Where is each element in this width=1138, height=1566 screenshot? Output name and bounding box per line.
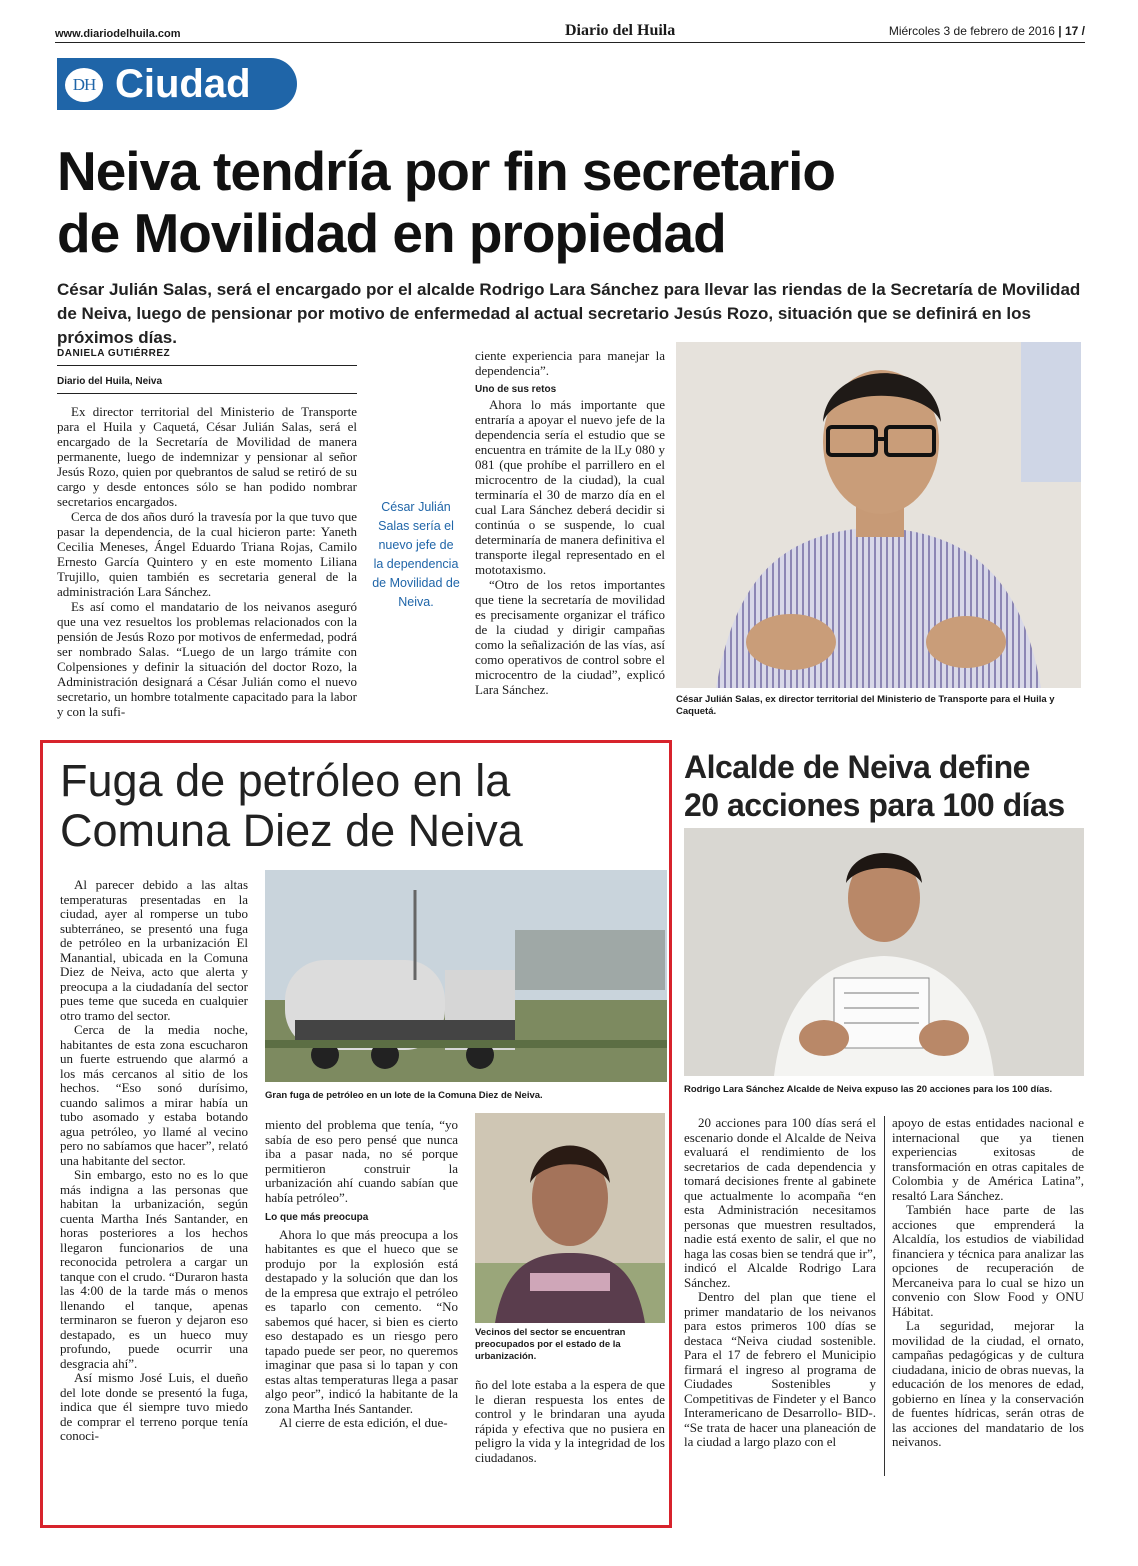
- alcalde-photo: [684, 828, 1084, 1076]
- fuga-headline: Fuga de petróleo en la Comuna Diez de Neiva: [60, 755, 523, 856]
- fuga-col-2: [265, 1118, 458, 1431]
- subheading: Lo que más preocupa: [265, 1212, 369, 1223]
- paragraph: Al parecer debido a las altas temperaturas presentadas en la ciudad, ayer al romperse un tubo subterráneo, se presentó una fuga de petróleo en la urbanización El Manantial, ubicada en la Comuna Diez de Neiva, acto que alerta y preocupa a la ciudadanía del sector pues teme que suceda en cualquier otro tramo del sector.: [60, 877, 248, 1023]
- paragraph: Ahora lo más importante que entraría a apoyar el nuevo jefe de la dependencia sería el estudio que se encuentra en trámite de la lLy 080 y 081 (que prohíbe el parrillero en el microcentro de la ciudad), la cual terminaría el 30 de marzo día en el cual Lara Sánchez deberá decidir si continúa o se suspende, lo cual determinaría de manera definitiva el transporte ilegal representado en el mototaxismo.: [475, 397, 665, 577]
- paragraph: apoyo de estas entidades nacional e internacional que ya tienen experiencias exitosas de transformación en otras capitales de Colombia y de América Latina”, resaltó Lara Sánchez.: [892, 1115, 1084, 1203]
- source-line: Diario del Huila, Neiva: [57, 376, 163, 387]
- salas-photo: [676, 342, 1081, 688]
- section-badge: [57, 58, 297, 110]
- main-col-2: [475, 348, 665, 697]
- pull-quote: César Julián Salas sería el nuevo jefe de la dependencia de Movilidad de Neiva.: [372, 500, 460, 609]
- paragraph: 20 acciones para 100 días será el escenario donde el Alcalde de Neiva evaluará el rendimiento de los secretarios de cada dependencia y tomará decisiones frente al gabinete que actualmente lo acompaña “en esta Administración necesitamos personas que muestren resultados, nadie está exento de salir, el que no haga las cosas bien se tendrá que ir”, indicó el Alcalde Rodrigo Lara Sánchez.: [684, 1115, 876, 1290]
- fuga-col-1: [60, 878, 248, 1444]
- woman-photo: [475, 1113, 665, 1323]
- alcalde-col-1: [684, 1116, 876, 1450]
- paragraph: Cerca de dos años duró la travesía por la que tuvo que pasar la dependencia, de la cual hicieron parte: Yaneth Cecilia Meneses, Ángel Eduardo Triana Rojas, Camilo Ernesto García Quintero y en este momento Liliana Trujillo, quien también es secretaria general de la administración Lara Sánchez.: [57, 509, 357, 599]
- issue-date: Miércoles 3 de febrero de 2016 | 17 /: [888, 24, 1085, 38]
- main-lead: César Julián Salas, será el encargado por el alcalde Rodrigo Lara Sánchez para llevar las riendas de la Secretaría de Movilidad de Neiva, luego de pensionar por motivo de enfermedad al actual secretario Jesús Rozo, situación que se definirá en los próximos días.: [57, 280, 1081, 347]
- alcalde-col-2: [892, 1116, 1084, 1450]
- salas-photo-caption: César Julián Salas, ex director territorial del Ministerio de Transporte para el Huila y Caquetá.: [676, 694, 1055, 717]
- paragraph: ciente experiencia para manejar la dependencia”.: [475, 348, 665, 378]
- byline: DANIELA GUTIÉRREZ: [57, 348, 171, 359]
- paragraph: Así mismo José Luis, el dueño del lote donde se presentó la fuga, indica que él siempre tuvo miedo de comprar el terreno porque tenía conoci-: [60, 1370, 248, 1443]
- paragraph: La seguridad, mejorar la movilidad de la ciudad, el ornato, campañas pedagógicas y de cultura ciudadana, inicio de obras nuevas, la educación de los menores de edad, gobierno en línea y la conservación de fuentes hídricas, serán otras de las acciones del mandatario de los neivanos.: [892, 1318, 1084, 1449]
- paragraph: También hace parte de las acciones que emprenderá la Alcaldía, los estudios de viabilidad financiera y técnica para analizar las opciones de recuperación de Mercaneiva para lo cual se hizo un convenio con Slow Food y ONU Hábitat.: [892, 1202, 1084, 1319]
- paragraph: Ahora lo que más preocupa a los habitantes es que el hueco que se produjo por la explosión está destapado y la solución que dan los de la empresa que extrajo el petróleo es taparlo con cemento. “No sabemos qué hacer, si bien es cierto eso destapado es un riesgo pero tapado puede ser peor, no queremos imaginar que pasa si lo tapan y con estas altas temperaturas llega a pasar algo peor”, indicó la habitante de la zona Martha Inés Santander.: [265, 1226, 458, 1416]
- byline-rule: [57, 365, 357, 366]
- alcalde-headline: Alcalde de Neiva define 20 acciones para 100 días: [684, 749, 1065, 823]
- fuga-col-3: [475, 1378, 665, 1465]
- main-headline: Neiva tendría por fin secretario de Movilidad en propiedad: [57, 140, 835, 264]
- source-rule: [57, 393, 357, 394]
- paragraph: Es así como el mandatario de los neivanos aseguró que una vez resueltos los problemas relacionados con la pensión de Jesús Rozo por motivos de enfermedad, podrá ser nombrado Salas. “Luego de un largo trámite con Colpensiones y definir la situación del doctor Rozo, la Administración designará a César Julián como el nuevo secretario, un hombre totalmente capacitado para la labor y con la sufi-: [57, 599, 357, 719]
- paragraph: Cerca de la media noche, habitantes de esta zona escucharon un fuerte estruendo que alarmó a los más cercanos al sitio de los hechos. “Eso sonó durísimo, cuando salimos a mirar había un tubo asomado y estaba botando agua petróleo, yo llamé al vecino pero no sabíamos que hacer”, relató una habitante del sector.: [60, 1022, 248, 1168]
- subheading: Uno de sus retos: [475, 384, 557, 395]
- paragraph: Dentro del plan que tiene el primer mandatario de los neivanos para estos primeros 100 días se destaca “Neiva ciudad sostenible. Para el 17 de febrero el Municipio firmará el ingreso al programa de Ciudades Sostenibles y Competitivas de Findeter y el Banco Interamericano de Desarrollo- BID-. “Se trata de hacer una planeación de la ciudad a largo plazo con el: [684, 1289, 876, 1449]
- header-rule: [55, 42, 1085, 43]
- main-col-1: [57, 348, 357, 719]
- paragraph: miento del problema que tenía, “yo sabía de eso pero pensé que nunca iba a pasar nada, no sé porque permitieron construir la urbanización ahí cuando sabían que había petróleo”.: [265, 1117, 458, 1205]
- alcalde-photo-caption: Rodrigo Lara Sánchez Alcalde de Neiva expuso las 20 acciones para los 100 días.: [684, 1084, 1053, 1095]
- page-number: | 17 /: [1058, 24, 1085, 38]
- column-divider: [884, 1116, 885, 1476]
- paragraph: ño del lote estaba a la espera de que le dieran respuesta los entes de control y le brindaran una ayuda rápida y efectiva que no pusiera en peligro la vida y la integridad de los ciudadanos.: [475, 1377, 665, 1465]
- truck-photo-caption: Gran fuga de petróleo en un lote de la Comuna Diez de Neiva.: [265, 1090, 543, 1101]
- woman-photo-caption: Vecinos del sector se encuentran preocupados por el estado de la urbanización.: [475, 1327, 626, 1362]
- truck-photo: [265, 870, 667, 1082]
- dh-logo: DH: [65, 68, 103, 102]
- paragraph: Al cierre de esta edición, el due-: [279, 1415, 448, 1430]
- newspaper-name: Diario del Huila: [565, 22, 676, 39]
- website-url: www.diariodelhuila.com: [55, 28, 181, 40]
- section-name: Ciudad: [115, 62, 251, 106]
- paragraph: “Otro de los retos importantes que tiene la secretaría de movilidad es precisamente organizar el tráfico de la ciudad y dirigir campañas como la señalización de las vías, así como operativos de control sobre el microcentro de la ciudad”, explicó Lara Sánchez.: [475, 577, 665, 697]
- paragraph: Sin embargo, esto no es lo que más indigna a las personas que habitan la urbanización, según cuenta Martha Inés Santander, en horas posteriores a los hechos llegaron funcionarios de una reconocida petrolera a cargar un tanque con el crudo. “Duraron hasta las 4:00 de la tarde más o menos llenando el tanque, apenas terminaron se fueron y dejaron eso destapado, es un hueco muy profundo, puede ocurrir una desgracia ahí”.: [60, 1167, 248, 1371]
- page-header: [55, 22, 1085, 44]
- paragraph: Ex director territorial del Ministerio de Transporte para el Huila y Caquetá, César Julián Salas, será el encargado de la Secretaría de Movilidad de manera permanente, luego de indemnizar y pensionar al señor Jesús Rozo, quien por quebrantos de salud se retiró de su cargo y desde entonces sólo se han podido nombrar secretarios encargados.: [57, 404, 357, 509]
